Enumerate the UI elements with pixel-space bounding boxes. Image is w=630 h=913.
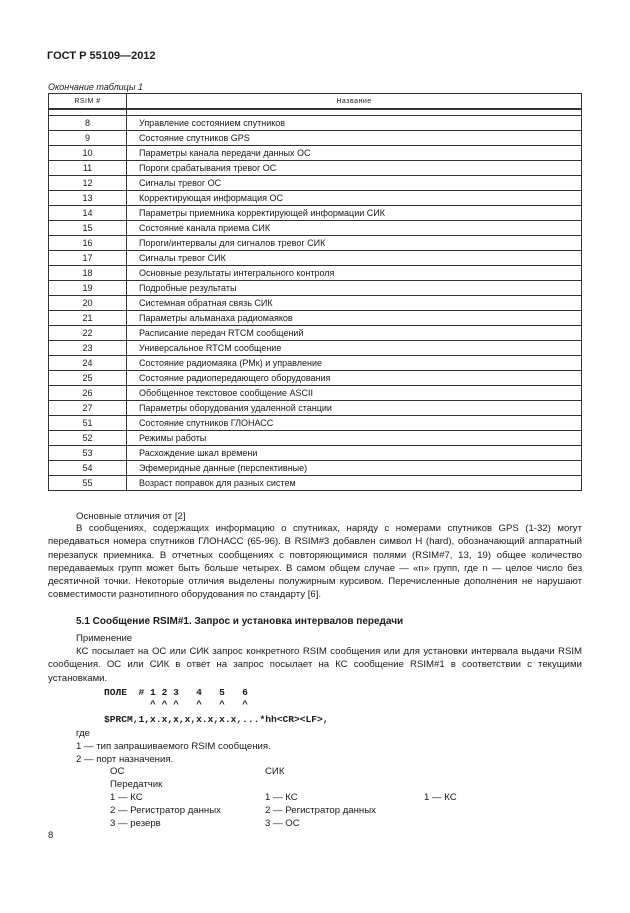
rsim-number-cell: 54	[49, 461, 127, 476]
rsim-number-cell: 8	[49, 116, 127, 131]
table-row	[49, 356, 582, 371]
code-caret-line: ^ ^ ^ ^ ^ ^	[104, 699, 248, 710]
rsim-number-cell: 52	[49, 431, 127, 446]
table-row	[49, 416, 582, 431]
rsim-name-cell: Обобщенное текстовое сообщение ASCII	[127, 386, 582, 401]
table-row	[49, 206, 582, 221]
rsim-name-cell: Состояние радиопередающего оборудования	[127, 371, 582, 386]
section-title: 5.1 Сообщение RSIM#1. Запрос и установка интервалов передачи	[76, 616, 404, 627]
os-item-3: 3 — резерв	[110, 818, 161, 829]
rsim-number-cell: 53	[49, 446, 127, 461]
table-row	[49, 266, 582, 281]
column-sik: СИК	[265, 766, 285, 777]
rsim-number-cell: 14	[49, 206, 127, 221]
os-item-2: 2 — Регистратор данных	[110, 805, 221, 816]
rsim-table	[48, 93, 582, 491]
rsim-name-cell: Эфемеридные данные (перспективные)	[127, 461, 582, 476]
rsim-number-cell: 9	[49, 131, 127, 146]
rsim-number-cell: 24	[49, 356, 127, 371]
column-os: ОС	[110, 766, 125, 777]
rsim-number-cell: 21	[49, 311, 127, 326]
table-row	[49, 221, 582, 236]
rsim-name-cell: Пороги/интервалы для сигналов тревог СИК	[127, 236, 582, 251]
column-header-rsim: RSIM #	[49, 94, 127, 110]
table-row	[49, 281, 582, 296]
rsim-name-cell: Управление состоянием спутников	[127, 116, 582, 131]
rsim-name-cell: Параметры альманаха радиомаяков	[127, 311, 582, 326]
table-row	[49, 251, 582, 266]
table-row	[49, 461, 582, 476]
rsim-name-cell: Состояние канала приема СИК	[127, 221, 582, 236]
table-row	[49, 176, 582, 191]
table-row	[49, 131, 582, 146]
rsim-name-cell: Сигналы тревог СИК	[127, 251, 582, 266]
definition-2: 2 — порт назначения.	[76, 754, 174, 765]
rsim-name-cell: Состояние радиомаяка (РМк) и управление	[127, 356, 582, 371]
table-row	[49, 341, 582, 356]
rsim-number-cell: 12	[49, 176, 127, 191]
sik-item-1: 1 — КС	[265, 792, 298, 803]
rsim-number-cell: 10	[49, 146, 127, 161]
rsim-number-cell: 26	[49, 386, 127, 401]
os-item-1: 1 — КС	[110, 792, 143, 803]
rsim-name-cell: Параметры канала передачи данных ОС	[127, 146, 582, 161]
rsim-number-cell: 16	[49, 236, 127, 251]
rsim-name-cell: Системная обратная связь СИК	[127, 296, 582, 311]
rsim-number-cell: 19	[49, 281, 127, 296]
code-message-line: $PRCM,1,x.x,x,x,x.x,x.x,...*hh<CR><LF>,	[104, 714, 329, 725]
usage-label: Применение	[76, 633, 133, 644]
rsim-name-cell: Пороги срабатывания тревог ОС	[127, 161, 582, 176]
rsim-name-cell: Параметры оборудования удаленной станции	[127, 401, 582, 416]
rsim-number-cell: 18	[49, 266, 127, 281]
table-row	[49, 161, 582, 176]
table-row	[49, 386, 582, 401]
rsim-name-cell: Основные результаты интегрального контроля	[127, 266, 582, 281]
rsim-name-cell: Режимы работы	[127, 431, 582, 446]
rsim-name-cell: Состояние спутников ГЛОНАСС	[127, 416, 582, 431]
usage-paragraph: КС посылает на ОС или СИК запрос конкретного RSIM сообщения или для установки интервала выдачи RSIM сообщения. ОС или СИК в ответ на запрос посылает на КС сообщение RSIM#1 в соответствии с текущими установками.	[48, 646, 582, 684]
rsim-name-cell: Универсальное RTCM сообщение	[127, 341, 582, 356]
transmitter-item-1: 1 — КС	[424, 792, 457, 803]
rsim-name-cell: Состояние спутников GPS	[127, 131, 582, 146]
table-row	[49, 296, 582, 311]
table-row	[49, 191, 582, 206]
rsim-number-cell: 55	[49, 476, 127, 491]
rsim-name-cell: Расписание передач RTCM сообщений	[127, 326, 582, 341]
definition-1: 1 — тип запрашиваемого RSIM сообщения.	[76, 741, 271, 752]
rsim-name-cell: Сигналы тревог ОС	[127, 176, 582, 191]
rsim-number-cell: 23	[49, 341, 127, 356]
rsim-number-cell: 20	[49, 296, 127, 311]
rsim-number-cell: 22	[49, 326, 127, 341]
differences-paragraph: В сообщениях, содержащих информацию о спутниках, наряду с номерами спутников GPS (1-32) могут передаваться номера спутников ГЛОНАСС (65-96). В RSIM#3 добавлен символ H (hard), обозначающий аппаратный перезапуск приемника. В отчетных сообщениях с повторяющимися полями (RSIM#7, 13, 19) общее количество передаваемых групп может быть больше четырех. В самом общем случае — «n» групп, где n — целое число без десятичной точки. Некоторые отличия выделены полужирным курсивом. Перечисленные дополнения не нарушают совместимости разнотипного оборудования по стандарту [6].	[48, 523, 582, 601]
rsim-name-cell: Подробные результаты	[127, 281, 582, 296]
code-field-line: ПОЛЕ # 1 2 3 4 5 6	[104, 687, 248, 698]
rsim-number-cell: 11	[49, 161, 127, 176]
table-caption: Окончание таблицы 1	[48, 82, 143, 92]
transmitter-label: Передатчик	[110, 779, 163, 790]
column-header-name: Название	[127, 94, 582, 110]
rsim-number-cell: 25	[49, 371, 127, 386]
table-row	[49, 431, 582, 446]
rsim-number-cell: 15	[49, 221, 127, 236]
table-row	[49, 146, 582, 161]
document-standard-header: ГОСТ Р 55109—2012	[47, 50, 156, 62]
page-number: 8	[48, 830, 54, 841]
rsim-number-cell: 51	[49, 416, 127, 431]
table-row	[49, 371, 582, 386]
table-row	[49, 311, 582, 326]
rsim-name-cell: Параметры приемника корректирующей информации СИК	[127, 206, 582, 221]
where-label: где	[76, 728, 91, 739]
rsim-name-cell: Возраст поправок для разных систем	[127, 476, 582, 491]
differences-lead: Основные отличия от [2]	[76, 511, 186, 522]
table-row	[49, 326, 582, 341]
table-row	[49, 116, 582, 131]
rsim-number-cell: 17	[49, 251, 127, 266]
table-row	[49, 476, 582, 491]
table-row	[49, 401, 582, 416]
table-row	[49, 236, 582, 251]
sik-item-2: 2 — Регистратор данных	[265, 805, 376, 816]
table-row	[49, 446, 582, 461]
sik-item-3: 3 — ОС	[265, 818, 300, 829]
rsim-number-cell: 27	[49, 401, 127, 416]
rsim-name-cell: Расхождение шкал времени	[127, 446, 582, 461]
rsim-number-cell: 13	[49, 191, 127, 206]
rsim-name-cell: Корректирующая информация ОС	[127, 191, 582, 206]
